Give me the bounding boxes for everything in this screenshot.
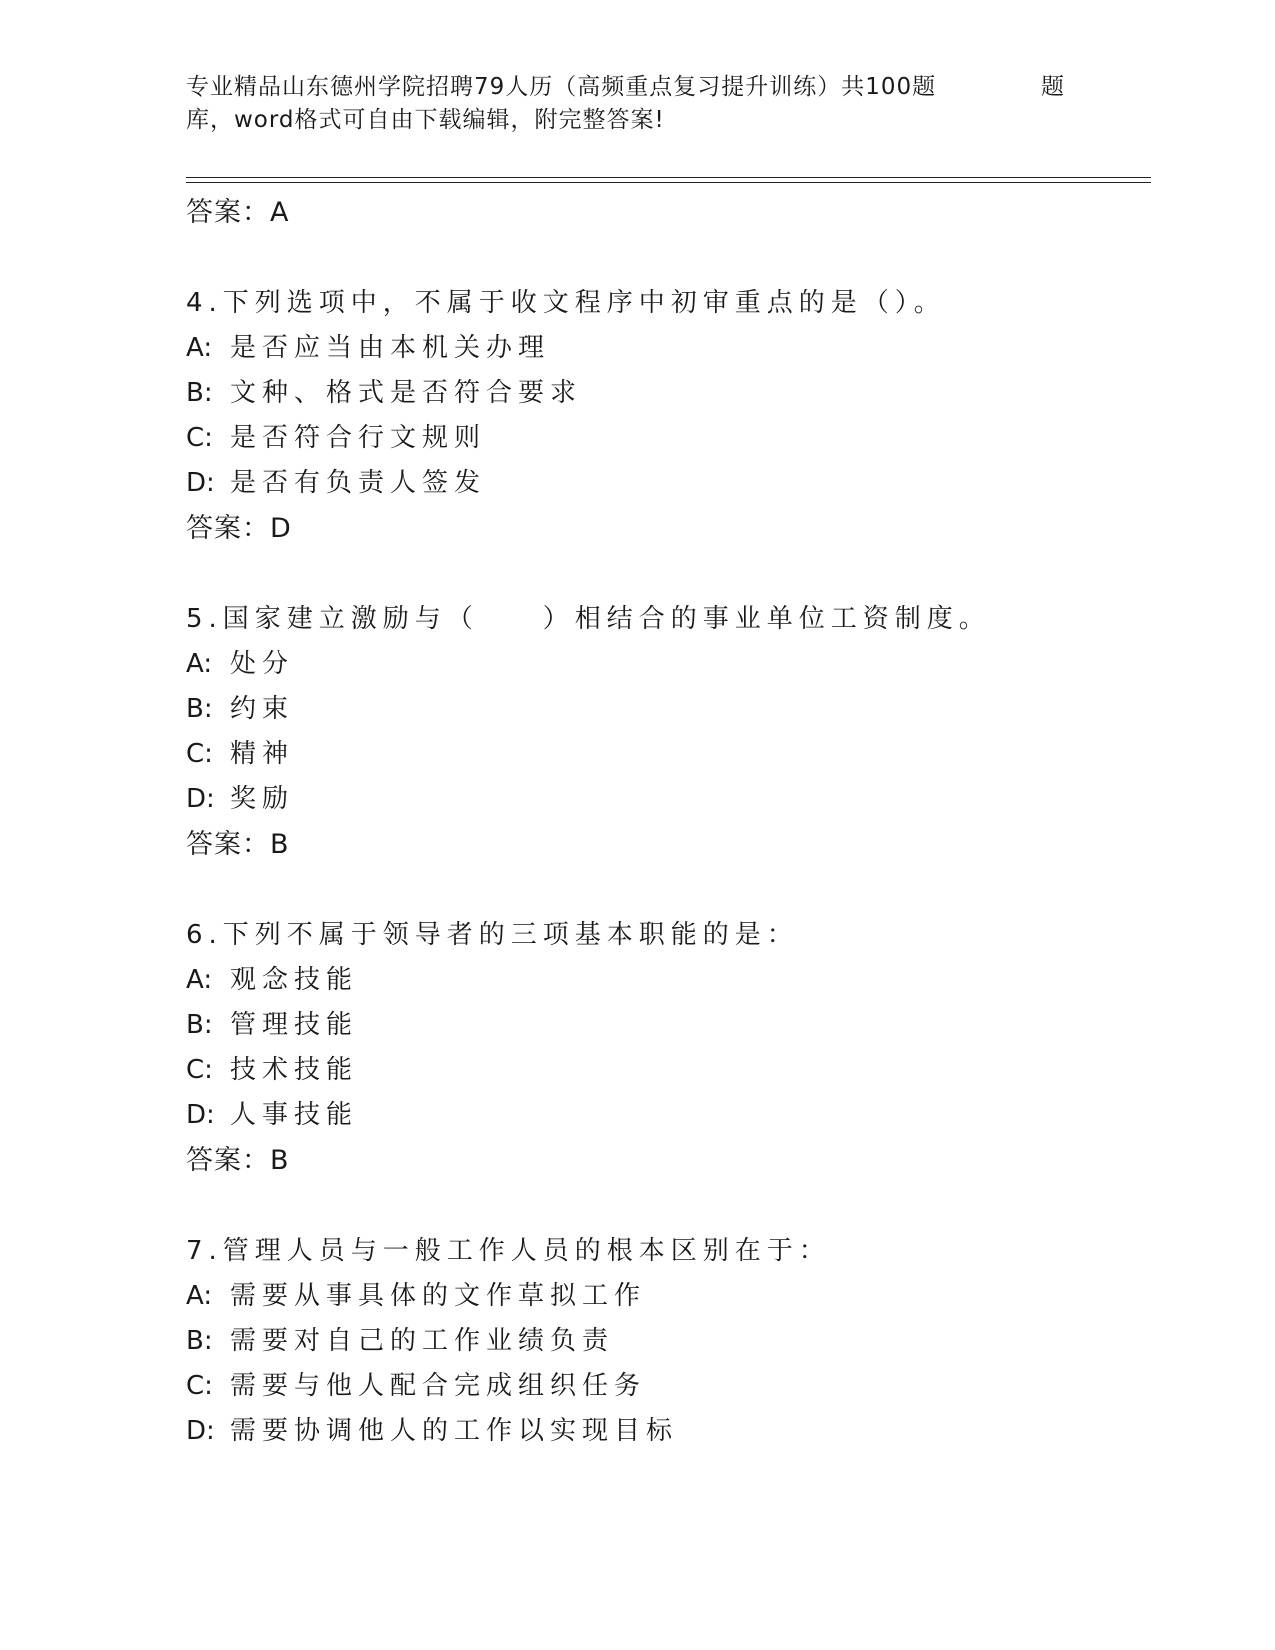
- question-list: [186, 190, 1146, 1454]
- option-a: [186, 1274, 1146, 1319]
- question-block-6: [186, 913, 1146, 1183]
- question-stem: 6.下列不属于领导者的三项基本职能的是：: [186, 920, 799, 950]
- question-block-4: [186, 281, 1146, 551]
- option-key: A:: [186, 965, 213, 995]
- option-text: 约束: [230, 694, 295, 724]
- option-b: [186, 1319, 1146, 1364]
- option-text: 人事技能: [230, 1100, 359, 1130]
- header-title-overflow-char: 题: [1041, 74, 1065, 100]
- header-title-line1: 专业精品山东德州学院招聘79人历（高频重点复习提升训练）共100题: [186, 74, 937, 100]
- answer-prev-question: 答案：A: [186, 197, 290, 228]
- option-key: D:: [186, 1100, 215, 1130]
- answer-line: 答案：D: [186, 513, 292, 544]
- option-d: [186, 461, 1146, 506]
- option-key: B:: [186, 1010, 213, 1040]
- option-key: A:: [186, 649, 213, 679]
- question-block-7: [186, 1229, 1146, 1454]
- option-c: [186, 416, 1146, 461]
- header-divider-bottom: [186, 182, 1151, 183]
- option-key: D:: [186, 468, 215, 498]
- question-stem: 4.下列选项中，不属于收文程序中初审重点的是（）。: [186, 288, 946, 318]
- answer-line: 答案：B: [186, 1145, 290, 1176]
- option-c: [186, 1364, 1146, 1409]
- option-text: 需要与他人配合完成组织任务: [230, 1371, 647, 1401]
- page-header: [186, 71, 1066, 137]
- option-key: C:: [186, 1055, 213, 1085]
- option-key: A:: [186, 1281, 213, 1311]
- option-a: [186, 958, 1146, 1003]
- question-stem: 7.管理人员与一般工作人员的根本区别在于：: [186, 1236, 831, 1266]
- option-text: 需要从事具体的文作草拟工作: [230, 1281, 647, 1311]
- header-divider-top: [186, 177, 1151, 178]
- option-d: [186, 1409, 1146, 1454]
- option-c: [186, 1048, 1146, 1093]
- option-text: 管理技能: [230, 1010, 359, 1040]
- option-text: 需要协调他人的工作以实现目标: [230, 1416, 679, 1446]
- option-key: B:: [186, 694, 213, 724]
- option-b: [186, 371, 1146, 416]
- option-key: C:: [186, 1371, 213, 1401]
- option-d: [186, 1093, 1146, 1138]
- question-stem: 5.国家建立激励与（ ）相结合的事业单位工资制度。: [186, 604, 991, 634]
- option-c: [186, 732, 1146, 777]
- option-a: [186, 642, 1146, 687]
- option-a: [186, 326, 1146, 371]
- option-text: 处分: [230, 649, 295, 679]
- option-text: 需要对自己的工作业绩负责: [230, 1326, 615, 1356]
- option-key: A:: [186, 333, 213, 363]
- option-key: C:: [186, 739, 213, 769]
- option-text: 文种、格式是否符合要求: [230, 378, 583, 408]
- option-d: [186, 777, 1146, 822]
- option-text: 是否有负责人签发: [230, 468, 487, 498]
- answer-line: 答案：B: [186, 829, 290, 860]
- option-key: D:: [186, 784, 215, 814]
- header-title-line2: 库，word格式可自由下载编辑，附完整答案!: [186, 107, 665, 133]
- question-block-5: [186, 597, 1146, 867]
- option-b: [186, 1003, 1146, 1048]
- option-key: D:: [186, 1416, 215, 1446]
- option-text: 是否符合行文规则: [230, 423, 487, 453]
- option-key: B:: [186, 1326, 213, 1356]
- option-text: 是否应当由本机关办理: [230, 333, 551, 363]
- option-text: 观念技能: [230, 965, 359, 995]
- option-text: 技术技能: [230, 1055, 359, 1085]
- option-text: 精神: [230, 739, 295, 769]
- option-b: [186, 687, 1146, 732]
- option-key: B:: [186, 378, 213, 408]
- option-text: 奖励: [230, 784, 295, 814]
- option-key: C:: [186, 423, 213, 453]
